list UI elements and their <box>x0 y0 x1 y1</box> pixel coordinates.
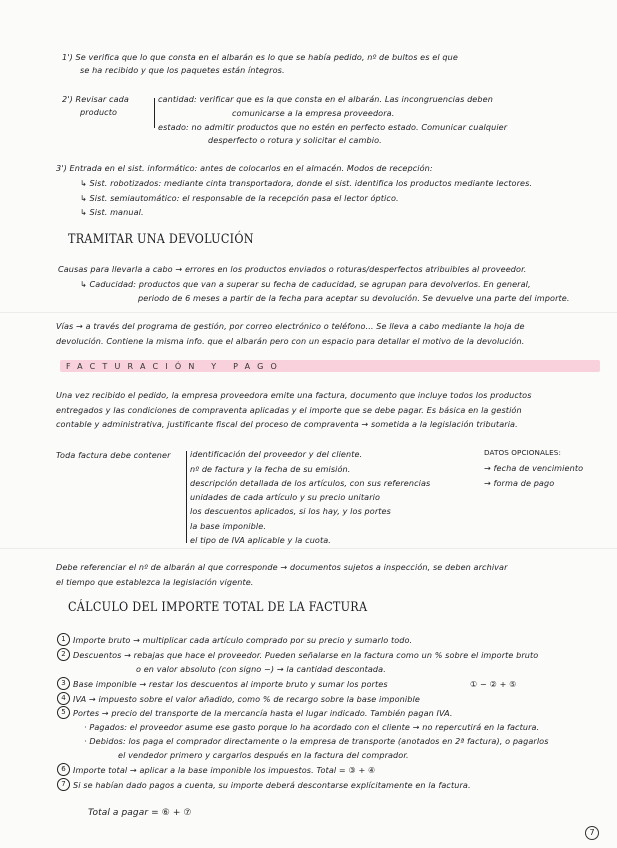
step2-text-1: Descuentos → rebajas que hace el proveedor. Pueden señalarse en la factura como un % sobre el importe bruto <box>73 650 539 660</box>
step2-text-2: o en valor absoluto (con signo −) → la cantidad descontada. <box>136 664 386 674</box>
factura-intro-1: Una vez recibido el pedido, la empresa proveedora emite una factura, documento que incluye todos los productos <box>56 390 532 400</box>
item1-line2: se ha recibido y que los paquetes están íntegros. <box>80 65 285 75</box>
step5-debidos-1: · Debidos: los paga el comprador directamente o la empresa de transporte (anotados en 2ª factura), o pagarlos <box>84 736 549 746</box>
opcionales-item: → fecha de vencimiento <box>484 463 584 473</box>
contener-item: el tipo de IVA aplicable y la cuota. <box>190 535 331 545</box>
step-number: 4 <box>57 692 70 705</box>
opcionales-item: → forma de pago <box>484 478 555 488</box>
item2-brace <box>154 98 155 128</box>
item3-line1: 3') Entrada en el sist. informático: antes de colocarlos en el almacén. Modos de recepción: <box>56 163 433 173</box>
step-number: 2 <box>57 648 70 661</box>
devolucion-vias-2: devolución. Contiene la misma info. que el albarán pero con un espacio para detallar el motivo de la devolución. <box>56 336 525 346</box>
step4-text: IVA → impuesto sobre el valor añadido, como % de recargo sobre la base imponible <box>73 694 420 704</box>
item3-sub1: ↳ Sist. robotizados: mediante cinta transportadora, donde el sist. identifica los productos mediante lectores. <box>80 178 533 188</box>
contener-brace <box>186 451 187 543</box>
item2-label: 2') Revisar cada <box>62 94 129 104</box>
devolucion-causas: Causas para llevarla a cabo → errores en los productos enviados o roturas/desperfectos atribuibles al proveedor. <box>58 264 527 274</box>
devolucion-vias-1: Vías → a través del programa de gestión, por correo electrónico o teléfono... Se lleva a cabo mediante la hoja de <box>56 321 525 331</box>
factura-contener-label: Toda factura debe contener <box>56 450 171 460</box>
step-number: 5 <box>57 706 70 719</box>
heading-devolucion: TRAMITAR UNA DEVOLUCIÓN <box>68 232 254 247</box>
page-number: 7 <box>585 826 599 840</box>
devolucion-caducidad-2: periodo de 6 meses a partir de la fecha para aceptar su devolución. Se devuelve una parte del importe. <box>138 293 570 303</box>
item2-estado-1: estado: no admitir productos que no estén en perfecto estado. Comunicar cualquier <box>158 122 508 132</box>
paper-crease <box>0 312 617 313</box>
contener-item: nº de factura y la fecha de su emisión. <box>190 464 351 474</box>
step1-text: Importe bruto → multiplicar cada artículo comprado por su precio y sumarlo todo. <box>73 635 413 645</box>
step5-text: Portes → precio del transporte de la mercancía hasta el lugar indicado. También pagan IVA. <box>73 708 453 718</box>
step-number: 3 <box>57 677 70 690</box>
total-a-pagar: Total a pagar = ⑥ + ⑦ <box>88 808 192 818</box>
step5-debidos-2: el vendedor primero y cargarlos después en la factura del comprador. <box>118 750 409 760</box>
item2-estado-2: desperfecto o rotura y solicitar el cambio. <box>208 135 382 145</box>
referenciar-2: el tiempo que establezca la legislación vigente. <box>56 577 254 587</box>
contener-item: los descuentos aplicados, si los hay, y los portes <box>190 506 391 516</box>
contener-item: identificación del proveedor y del cliente. <box>190 449 363 459</box>
devolucion-caducidad-1: ↳ Caducidad: productos que van a superar su fecha de caducidad, se agrupan para devolverlos. En general, <box>80 279 531 289</box>
step-number: 7 <box>57 778 70 791</box>
paper-crease <box>0 548 617 549</box>
item2-cantidad-2: comunicarse a la empresa proveedora. <box>232 108 395 118</box>
opcionales-title: DATOS OPCIONALES: <box>484 448 561 457</box>
item2-cantidad-1: cantidad: verificar que es la que consta en el albarán. Las incongruencias deben <box>158 94 493 104</box>
step3-formula: ① − ② + ⑤ <box>470 679 517 689</box>
item1-line1: 1') Se verifica que lo que consta en el albarán es lo que se había pedido, nº de bultos es el que <box>62 52 458 62</box>
item2-label-2: producto <box>80 107 118 117</box>
step7-text: Si se habían dado pagos a cuenta, su importe deberá descontarse explícitamente en la factura. <box>73 780 471 790</box>
step6-text: Importe total → aplicar a la base imponible los impuestos. Total = ③ + ④ <box>73 765 376 775</box>
step5-pagados: · Pagados: el proveedor asume ese gasto porque lo ha acordado con el cliente → no repercutirá en la factura. <box>84 722 540 732</box>
step-number: 6 <box>57 763 70 776</box>
heading-facturacion: FACTURACIÓN Y PAGO <box>66 362 285 371</box>
contener-item: unidades de cada artículo y su precio unitario <box>190 492 381 502</box>
factura-intro-3: contable y administrativa, justificante fiscal del proceso de compraventa → sometida a la legislación tributaria. <box>56 419 518 429</box>
item3-sub2: ↳ Sist. semiautomático: el responsable de la recepción pasa el lector óptico. <box>80 193 399 203</box>
item3-sub3: ↳ Sist. manual. <box>80 207 144 217</box>
heading-calculo: CÁLCULO DEL IMPORTE TOTAL DE LA FACTURA <box>68 600 368 615</box>
referenciar-1: Debe referenciar el nº de albarán al que corresponde → documentos sujetos a inspección, se deben archivar <box>56 562 508 572</box>
step3-text: Base imponible → restar los descuentos al importe bruto y sumar los portes <box>73 679 388 689</box>
factura-intro-2: entregados y las condiciones de compraventa aplicadas y el importe que se debe pagar. Es básica en la gestión <box>56 405 522 415</box>
contener-item: la base imponible. <box>190 521 266 531</box>
step-number: 1 <box>57 633 70 646</box>
contener-item: descripción detallada de los artículos, con sus referencias <box>190 478 431 488</box>
